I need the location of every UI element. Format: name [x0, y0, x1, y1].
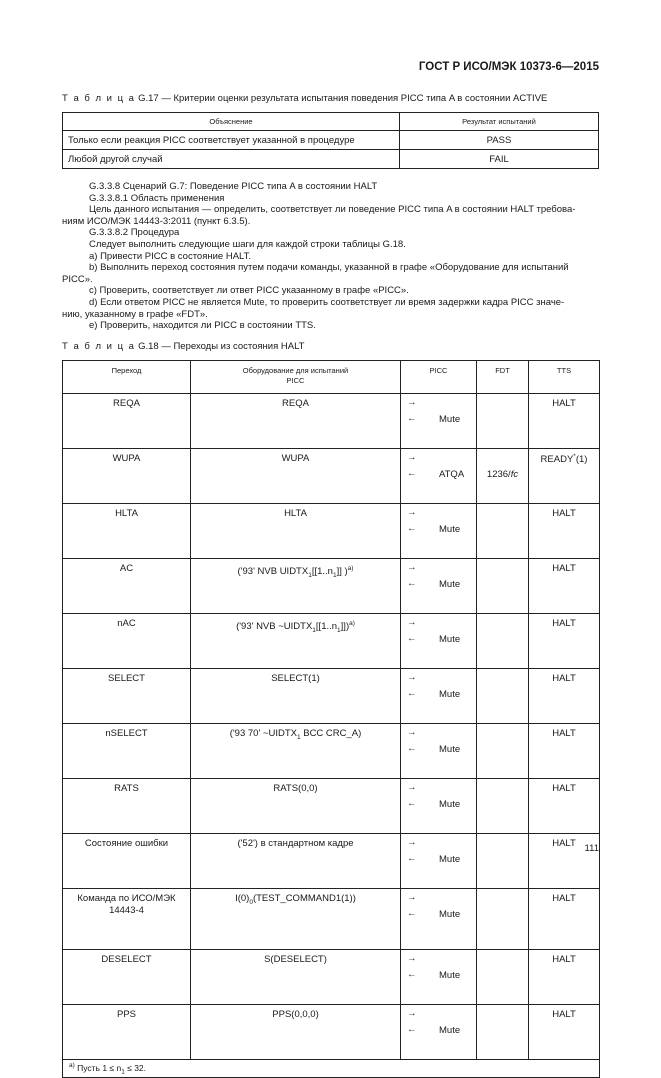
receive-arrow-icon: ← [407, 969, 417, 980]
command-cell: HLTA [191, 504, 401, 559]
standard-header: ГОСТ Р ИСО/МЭК 10373-6—2015 [418, 61, 599, 73]
picc-cell [401, 449, 477, 504]
transition-cell: HLTA [63, 504, 191, 559]
send-arrow-icon: → [407, 892, 417, 903]
col-equipment-header: Оборудование для испытаний PICC [191, 361, 401, 394]
table-g17-caption [62, 93, 547, 104]
command-cell: SELECT(1) [191, 669, 401, 724]
picc-cell [401, 614, 477, 669]
send-arrow-icon: → [407, 953, 417, 964]
text-line: PICC». [62, 273, 93, 285]
command-cell: S(DESELECT) [191, 950, 401, 1005]
transition-cell: REQA [63, 394, 191, 449]
picc-cell [401, 504, 477, 559]
text-line: c) Проверить, соответствует ли ответ PICC указанному в графе «PICC». [89, 285, 409, 297]
col-explanation-header: Объяснение [63, 113, 400, 131]
receive-arrow-icon: ← [407, 633, 417, 644]
receive-arrow-icon: ← [407, 413, 417, 424]
table-row [63, 669, 600, 724]
fdt-cell: 1236/fc [477, 449, 529, 504]
table-row [63, 131, 599, 150]
text-line: b) Выполнить переход состояния путем подачи команды, указанной в графе «Оборудование для испытаний [89, 262, 569, 274]
text-line: a) Привести PICC в состояние HALT. [89, 250, 252, 262]
text-line: нию, указанному в графе «FDT». [62, 308, 208, 320]
command-cell: ('93' NVB $UIDTX_1[[1..n_1]]$ )$^{a)}$ [191, 559, 401, 614]
text-line: Цель данного испытания — определить, соответствует ли поведение PICC типа A в состоянии HALT требова- [89, 204, 576, 216]
table-row [63, 394, 600, 449]
tts-cell: HALT [529, 834, 600, 889]
result-cell: PASS [400, 131, 599, 150]
picc-response: Mute [439, 414, 461, 425]
send-arrow-icon: → [407, 617, 417, 628]
picc-cell [401, 669, 477, 724]
table-g17 [62, 112, 599, 169]
caption-text: G.18 — Переходы из состояния HALT [138, 341, 305, 352]
picc-cell [401, 1005, 477, 1060]
table-footnote: $^{a)}$ Пусть $1 \le n_1 \le 32$. [63, 1060, 600, 1078]
picc-response: Mute [439, 689, 461, 700]
receive-arrow-icon: ← [407, 468, 417, 479]
fdt-cell [477, 889, 529, 950]
col-result-header: Результат испытаний [400, 113, 599, 131]
transition-cell: nAC [63, 614, 191, 669]
tts-cell: HALT [529, 669, 600, 724]
table-row [63, 1005, 600, 1060]
transition-cell: AC [63, 559, 191, 614]
table-g18-caption [62, 341, 304, 352]
fdt-cell [477, 504, 529, 559]
table-row [63, 834, 600, 889]
col-picc-header: PICC [401, 361, 477, 394]
send-arrow-icon: → [407, 837, 417, 848]
receive-arrow-icon: ← [407, 578, 417, 589]
table-g18 [62, 360, 600, 1078]
picc-response: Mute [439, 744, 461, 755]
text-line: d) Если ответом PICC не является Mute, то проверить соответствует ли время задержки кадра PICC значе- [89, 296, 565, 308]
col-transition-header: Переход [63, 361, 191, 394]
tts-cell: HALT [529, 889, 600, 950]
transition-cell: nSELECT [63, 724, 191, 779]
picc-response: Mute [439, 854, 461, 865]
picc-response: ATQA [439, 469, 465, 480]
table-row [63, 504, 600, 559]
result-cell: FAIL [400, 150, 599, 169]
fdt-cell [477, 1005, 529, 1060]
text-line: G.3.3.8.1 Область применения [89, 192, 225, 204]
picc-cell [401, 779, 477, 834]
transition-cell: PPS [63, 1005, 191, 1060]
caption-text: G.17 — Критерии оценки результата испытания поведения PICC типа A в состоянии ACTIVE [138, 93, 548, 104]
send-arrow-icon: → [407, 727, 417, 738]
send-arrow-icon: → [407, 782, 417, 793]
command-cell: ('93 70' $\sim UIDTX_1$ BCC CRC_A) [191, 724, 401, 779]
picc-response: Mute [439, 799, 461, 810]
receive-arrow-icon: ← [407, 798, 417, 809]
fdt-cell [477, 614, 529, 669]
receive-arrow-icon: ← [407, 908, 417, 919]
receive-arrow-icon: ← [407, 853, 417, 864]
send-arrow-icon: → [407, 507, 417, 518]
col-fdt-header: FDT [477, 361, 529, 394]
picc-response: Mute [439, 1025, 461, 1036]
picc-cell [401, 950, 477, 1005]
picc-cell [401, 889, 477, 950]
picc-response: Mute [439, 970, 461, 981]
command-cell: WUPA [191, 449, 401, 504]
send-arrow-icon: → [407, 397, 417, 408]
caption-prefix: Т а б л и ц а [62, 341, 136, 352]
command-cell: RATS(0,0) [191, 779, 401, 834]
tts-cell: HALT [529, 504, 600, 559]
transition-cell: Команда по ИСО/МЭК 14443-4 [63, 889, 191, 950]
tts-cell: READY*(1) [529, 449, 600, 504]
fdt-cell [477, 724, 529, 779]
text-line: Следует выполнить следующие шаги для каждой строки таблицы G.18. [89, 238, 406, 250]
picc-response: Mute [439, 909, 461, 920]
fdt-cell [477, 950, 529, 1005]
command-cell: $I(0)_0(TEST\_COMMAND1(1))$ [191, 889, 401, 950]
table-row [63, 889, 600, 950]
table-row [63, 614, 600, 669]
picc-cell [401, 724, 477, 779]
tts-cell: HALT [529, 614, 600, 669]
fdt-cell [477, 559, 529, 614]
table-row [63, 150, 599, 169]
tts-cell: HALT [529, 950, 600, 1005]
table-row [63, 724, 600, 779]
tts-cell: HALT [529, 724, 600, 779]
text-line: G.3.3.8.2 Процедура [89, 227, 180, 239]
command-cell: PPS(0,0,0) [191, 1005, 401, 1060]
picc-cell [401, 394, 477, 449]
text-line: ниям ИСО/МЭК 14443-3:2011 (пункт 6.3.5). [62, 215, 251, 227]
transition-cell: DESELECT [63, 950, 191, 1005]
fdt-cell [477, 779, 529, 834]
fdt-cell [477, 394, 529, 449]
send-arrow-icon: → [407, 672, 417, 683]
transition-cell: Состояние ошибки [63, 834, 191, 889]
page-number: 111 [584, 843, 599, 854]
text-line: G.3.3.8 Сценарий G.7: Поведение PICC типа A в состоянии HALT [89, 181, 378, 192]
tts-cell: HALT [529, 559, 600, 614]
table-row [63, 449, 600, 504]
send-arrow-icon: → [407, 562, 417, 573]
command-cell: ('93' NVB $\sim UIDTX_1[[1..n_1]])^{a)}$ [191, 614, 401, 669]
explanation-cell: Любой другой случай [63, 150, 400, 169]
transition-cell: WUPA [63, 449, 191, 504]
command-cell: ('52') в стандартном кадре [191, 834, 401, 889]
tts-cell: HALT [529, 779, 600, 834]
col-tts-header: TTS [529, 361, 600, 394]
picc-cell [401, 834, 477, 889]
receive-arrow-icon: ← [407, 523, 417, 534]
tts-cell: HALT [529, 1005, 600, 1060]
tts-cell: HALT [529, 394, 600, 449]
table-row [63, 559, 600, 614]
table-row [63, 950, 600, 1005]
transition-cell: RATS [63, 779, 191, 834]
table-row [63, 779, 600, 834]
fdt-cell [477, 669, 529, 724]
fdt-cell [477, 834, 529, 889]
procedure-text [62, 181, 599, 332]
send-arrow-icon: → [407, 1008, 417, 1019]
picc-response: Mute [439, 634, 461, 645]
transition-cell: SELECT [63, 669, 191, 724]
receive-arrow-icon: ← [407, 1024, 417, 1035]
caption-prefix: Т а б л и ц а [62, 93, 136, 104]
receive-arrow-icon: ← [407, 743, 417, 754]
picc-response: Mute [439, 524, 461, 535]
send-arrow-icon: → [407, 452, 417, 463]
receive-arrow-icon: ← [407, 688, 417, 699]
text-line: e) Проверить, находится ли PICC в состоянии TTS. [89, 320, 316, 332]
explanation-cell: Только если реакция PICC соответствует указанной в процедуре [63, 131, 400, 150]
picc-response: Mute [439, 579, 461, 590]
command-cell: REQA [191, 394, 401, 449]
picc-cell [401, 559, 477, 614]
